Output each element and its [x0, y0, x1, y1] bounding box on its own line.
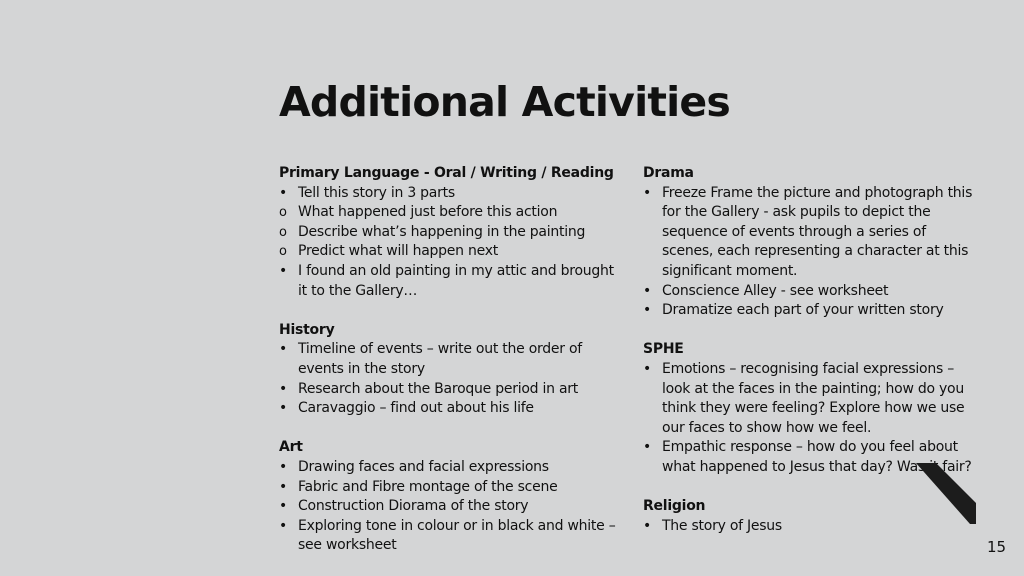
bullet-icon: •	[279, 184, 288, 201]
list-item-text: Caravaggio – find out about his life	[298, 400, 534, 417]
bullet-icon: •	[279, 262, 288, 279]
slide-title: Additional Activities	[279, 78, 731, 126]
bullet-icon: •	[279, 380, 288, 397]
bullet-icon: •	[643, 302, 652, 319]
list-item-text: The story of Jesus	[662, 517, 782, 534]
section-heading: Drama	[643, 165, 694, 181]
sub-bullet-icon: o	[279, 224, 287, 240]
page-number: 15	[987, 538, 1007, 556]
bullet-icon: •	[279, 498, 288, 515]
bullet-icon: •	[279, 517, 288, 534]
bullet-icon: •	[643, 282, 652, 299]
list-item-text: Fabric and Fibre montage of the scene	[298, 478, 558, 495]
list-item-text: Emotions – recognising facial expressions – look at the faces in the painting; how do you think they were feeling? Explore how we use our faces to show how we feel.	[662, 360, 965, 436]
list-item-text: Tell this story in 3 parts	[298, 184, 455, 201]
list-item-text: Timeline of events – write out the order of events in the story	[298, 341, 582, 377]
section-heading: Religion	[643, 498, 706, 515]
section-heading: SPHE	[643, 341, 684, 358]
bullet-icon: •	[643, 184, 652, 201]
diagonal-stripe-shape	[916, 463, 976, 524]
list-item-text: Predict what will happen next	[298, 243, 499, 260]
list-item-text: What happened just before this action	[298, 204, 558, 221]
bullet-icon: •	[279, 400, 288, 417]
list-item-text: I found an old painting in my attic and brought it to the Gallery…	[298, 262, 614, 299]
list-item-text: Freeze Frame the picture and photograph this for the Gallery - ask pupils to depict the sequence of events through a series of scenes, each representing a character at this significant moment.	[662, 184, 973, 279]
bullet-icon: •	[643, 439, 652, 456]
section-heading: Art	[279, 439, 303, 456]
list-item-text: Empathic response – how do you feel about what happened to Jesus that day? Was it fair?	[662, 439, 972, 475]
sub-bullet-icon: o	[279, 244, 287, 260]
list-item-text: Describe what’s happening in the painting	[298, 223, 586, 240]
bullet-icon: •	[279, 478, 288, 495]
list-item-text: Drawing faces and facial expressions	[298, 458, 549, 475]
bullet-icon: •	[279, 341, 288, 358]
section-heading: History	[279, 321, 335, 338]
bullet-icon: •	[643, 360, 652, 377]
list-item-text: Conscience Alley - see worksheet	[662, 282, 889, 299]
list-item-text: Dramatize each part of your written story	[662, 302, 944, 319]
list-item-text: Exploring tone in colour or in black and white – see worksheet	[298, 517, 616, 554]
bullet-icon: •	[279, 458, 288, 475]
bullet-icon: •	[643, 517, 652, 534]
list-item-text: Construction Diorama of the story	[298, 498, 529, 515]
section-heading: Primary Language - Oral / Writing / Reading	[279, 165, 614, 181]
sub-bullet-icon: o	[279, 205, 287, 221]
list-item-text: Research about the Baroque period in art	[298, 380, 579, 397]
